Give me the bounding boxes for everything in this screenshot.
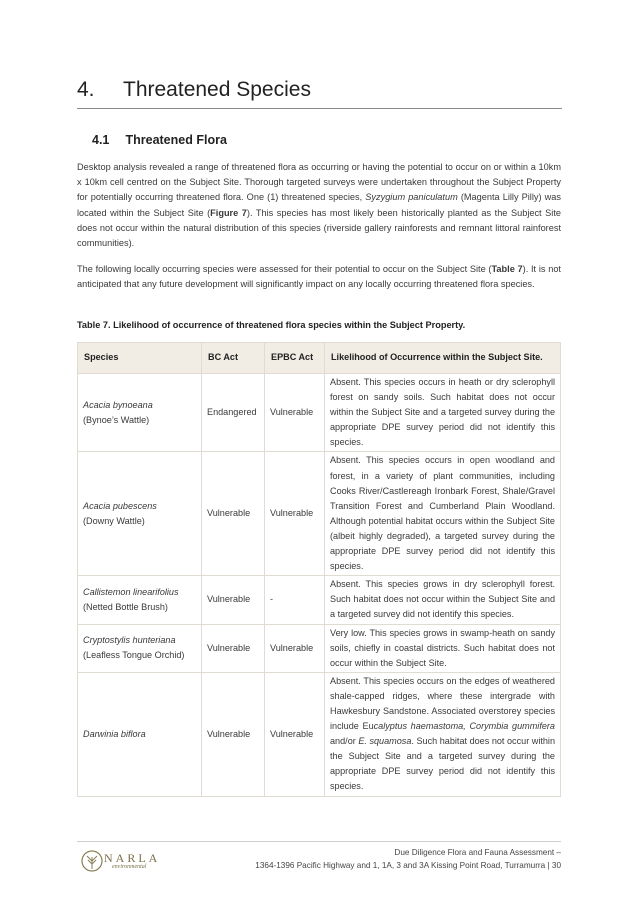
logo-subtitle: environmental <box>112 864 147 870</box>
likelihood-cell: Absent. This species occurs in heath or dry sclerophyll forest on sandy soils. Such habitat does not occur within the Subject Site and a targeted survey during the appropriate DPE survey period did not identify this species. <box>325 374 561 452</box>
species-cell <box>78 576 202 624</box>
common-name: (Leafless Tongue Orchid) <box>83 650 185 661</box>
header-species: Species <box>78 343 202 374</box>
epbc-act-cell: Vulnerable <box>265 672 325 796</box>
species-name: E. squamosa <box>358 736 412 747</box>
bc-act-cell: Vulnerable <box>202 452 265 576</box>
scientific-name: Cryptostylis hunteriana <box>83 635 176 646</box>
logo-wordmark: NARLA <box>104 851 161 865</box>
subsection-number: 4.1 <box>92 133 110 147</box>
intro-paragraph <box>77 160 561 251</box>
species-name: calyptus haemastoma, Corymbia gummifera <box>373 721 555 732</box>
likelihood-cell <box>325 672 561 796</box>
header-bc-act: BC Act <box>202 343 265 374</box>
likelihood-text: Absent. This species occurs on the edges of weathered shale-capped ridges, where these intergrade with Hawkesbury Sandstone. Associated overstorey species include Eu <box>330 675 555 732</box>
epbc-act-cell: - <box>265 576 325 624</box>
bc-act-cell: Vulnerable <box>202 624 265 672</box>
table-row <box>78 452 561 576</box>
species-cell <box>78 624 202 672</box>
likelihood-cell: Absent. This species grows in dry sclerophyll forest. Such habitat does not occur within the Subject Site and a targeted survey did not identify this species. <box>325 576 561 624</box>
section-number: 4. <box>77 78 95 101</box>
species-cell <box>78 672 202 796</box>
common-name: (Netted Bottle Brush) <box>83 601 168 612</box>
table-header-row <box>78 343 561 374</box>
para-text: ). It is not anticipated that any future development will significantly impact on any locally occurring threatened flora species. <box>77 264 561 290</box>
common-name: (Bynoe’s Wattle) <box>83 414 150 425</box>
section-title: Threatened Species <box>123 78 311 101</box>
bc-act-cell: Vulnerable <box>202 672 265 796</box>
footer-divider <box>77 841 561 842</box>
footer-address-page: 1364-1396 Pacific Highway and 1, 1A, 3 and 3A Kissing Point Road, Turramurra | 30 <box>255 861 561 870</box>
likelihood-text: . Such habitat does not occur within the Subject Site and a targeted survey during the appropriate DPE survey period did not identify this species. <box>330 736 556 792</box>
footer-title: Due Diligence Flora and Fauna Assessment – <box>394 848 561 857</box>
species-cell <box>78 374 202 452</box>
assessment-paragraph <box>77 262 561 292</box>
table-reference: Table 7 <box>491 264 523 274</box>
scientific-name: Acacia pubescens <box>83 500 157 511</box>
section-heading <box>77 78 562 109</box>
table-row <box>78 576 561 624</box>
bc-act-cell: Endangered <box>202 374 265 452</box>
flora-table <box>77 342 561 797</box>
header-likelihood: Likelihood of Occurrence within the Subject Site. <box>325 343 561 374</box>
header-epbc-act: EPBC Act <box>265 343 325 374</box>
subsection-title: Threatened Flora <box>125 133 227 147</box>
para-text: Desktop analysis revealed a range of threatened flora as occurring or having the potential to occur on or within a 10km x 10km cell centred on the Subject Site. Thorough targeted surveys were undertaken throughout the Subject Property for potentially occurring threatened flora. One (1) threatened species, <box>77 162 561 203</box>
subsection-heading <box>92 133 227 147</box>
scientific-name: Acacia bynoeana <box>83 399 153 410</box>
table-row <box>78 624 561 672</box>
common-name: (Downy Wattle) <box>83 515 145 526</box>
species-name: Syzygium paniculatum <box>365 192 458 203</box>
table-row <box>78 374 561 452</box>
table-row <box>78 672 561 796</box>
epbc-act-cell: Vulnerable <box>265 624 325 672</box>
likelihood-cell: Absent. This species occurs in open woodland and forest, in a variety of plant communities, including Cooks River/Castlereagh Ironbark Forest, Shale/Gravel Transition Forest and Cumberland Plain Woodland. Although potential habitat occurs within the Subject Site (albeit highly degraded), a targeted survey during the appropriate DPE survey period did not identify this species. <box>325 452 561 576</box>
para-text: The following locally occurring species were assessed for their potential to occur on the Subject Site ( <box>77 264 492 274</box>
bc-act-cell: Vulnerable <box>202 576 265 624</box>
table-caption: Table 7. Likelihood of occurrence of threatened flora species within the Subject Property. <box>77 320 466 330</box>
scientific-name: Callistemon linearifolius <box>83 586 179 597</box>
likelihood-cell: Very low. This species grows in swamp-heath on sandy soils, chiefly in coastal districts. Such habitat does not occur within the Subject Site. <box>325 624 561 672</box>
footer-text <box>255 846 561 872</box>
likelihood-text: and/or <box>330 736 359 747</box>
para-text: ). This species has most likely been historically planted as the Subject Site does not occur within the natural distribution of this species (riverside gallery rainforests and remnant littoral rainforest communities). <box>77 207 561 249</box>
epbc-act-cell: Vulnerable <box>265 374 325 452</box>
figure-reference: Figure 7 <box>210 207 247 218</box>
species-cell <box>78 452 202 576</box>
para-text: (Magenta Lilly Pilly) was located within the Subject Site ( <box>77 192 561 218</box>
epbc-act-cell: Vulnerable <box>265 452 325 576</box>
scientific-name: Darwinia biflora <box>83 728 146 739</box>
